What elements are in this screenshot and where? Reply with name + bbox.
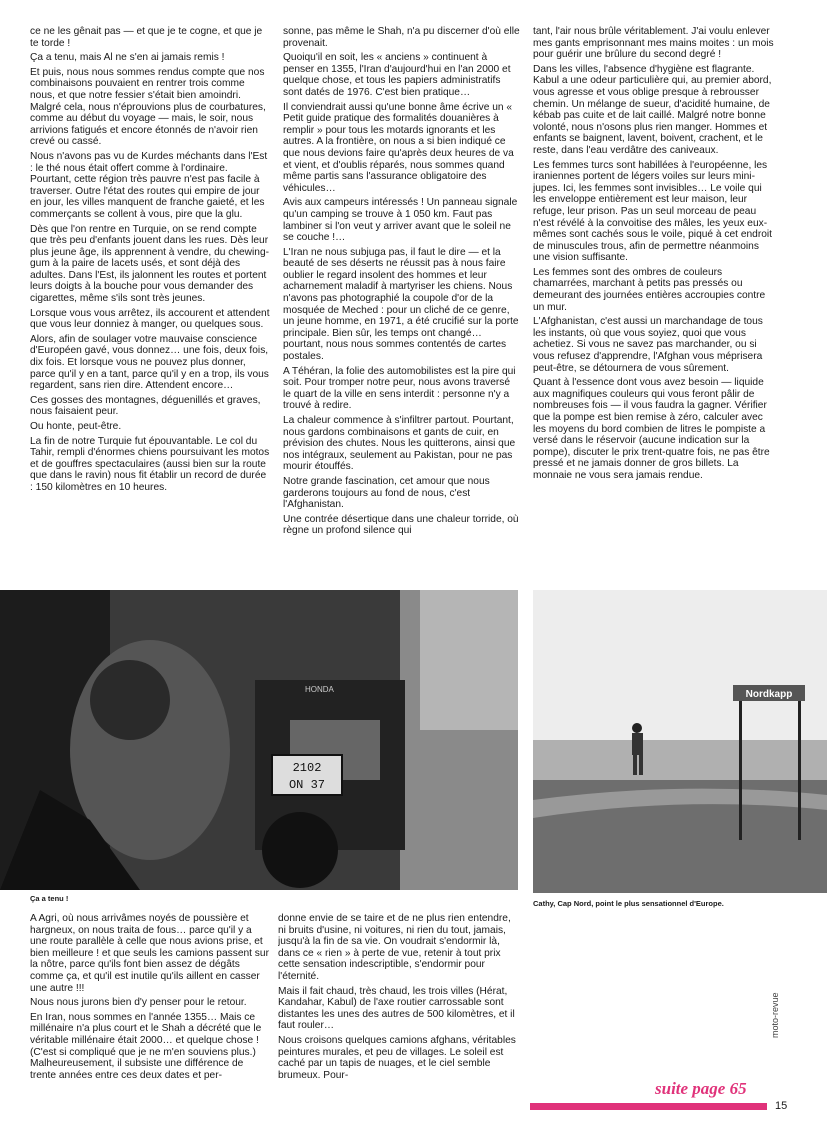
motorcycle-photo — [0, 590, 518, 890]
paragraph: tant, l'air nous brûle véritablement. J'ai voulu enlever mes gants emprisonnant mes mains moites : un mois pour guérir une brûlure du second degré ! — [533, 26, 774, 61]
paragraph: La fin de notre Turquie fut épouvantable. Le col du Tahir, rempli d'énormes chiens poursuivant les motos et de gouffres spectaculaires (aussi bien sur la route que dans le ravin) nous fit établir un record de durée : 150 kilomètres en 10 heures. — [30, 435, 270, 493]
paragraph: La chaleur commence à s'infiltrer partout. Pourtant, nous gardons combinaisons et gants de cuir, en prévision des chutes. Nous les quitterons, ainsi que nos intégraux, seulement au Pakistan, pour ne pas mourir étouffés. — [283, 415, 516, 473]
motorcycle-brand: HONDA — [305, 685, 334, 694]
article-column-1 — [30, 26, 270, 586]
paragraph: sonne, pas même le Shah, n'a pu discerner d'où elle provenait. — [283, 26, 520, 49]
license-plate-line1: 2102 — [292, 761, 322, 775]
north-cape-photo-image — [533, 590, 827, 893]
paragraph: Quant à l'essence dont vous avez besoin — liquide aux magnifiques couleurs qui vous feront pâlir de nombreuses fois — il vous faudra la gagner. Vérifier que la pompe est bien remise à zéro, calculer avec les moyens du bord combien de litres le pompiste a versé dans le réservoir (aucune indication sur la pompe), discuter le prix trent-quatre fois, ne pas être pressé et ne jamais donner de gros billets. La monnaie ne vous sera jamais rendue. — [533, 377, 770, 481]
paragraph: A Agri, où nous arrivâmes noyés de poussière et hargneux, on nous traita de fous… parce qu'il y a une route parallèle à celle que nous avions prise, et bien meilleure ! et que seuls les camions passent sur la nôtre, parce qu'ils font bien assez de dégâts comme ça, et qu'il est inutile qu'ils aillent en casser une autre !!! — [30, 913, 269, 994]
paragraph: Il conviendrait aussi qu'une bonne âme écrive un « Petit guide pratique des formalités douanières à remplir » pour tous les motards ignorants et les autres. A la frontière, on nous a si bien indiqué ce que nous devions faire qu'après deux heures de va et vient, et d'oublis réparés, nous sommes quand même partis sans l'assurance obligatoire des véhicules… — [283, 101, 514, 194]
nordkapp-sign: Nordkapp — [745, 689, 793, 700]
paragraph: Ça a tenu, mais Al ne s'en ai jamais remis ! — [30, 52, 225, 64]
magazine-name: moto-revue — [770, 992, 780, 1038]
paragraph: Les femmes sont des ombres de couleurs chamarrées, marchant à petits pas pressés ou demeurant des journées entières accroupies contre un mur. — [533, 266, 766, 313]
article-column-bottom-2 — [278, 913, 518, 1113]
continued-on-page-link[interactable]: suite page 65 — [655, 1079, 747, 1098]
photo-caption-motorcycle: Ça a tenu ! — [30, 894, 69, 903]
paragraph: Quoiqu'il en soit, les « anciens » continuent à penser en 1355, l'Iran d'aujourd'hui en l'an 2000 et quelque chose, et tous les papiers administratifs sont datés de 1976. C'est bien pratique… — [283, 52, 511, 98]
paragraph: ce ne les gênait pas — et que je te cogne, et que je te torde ! — [30, 26, 263, 49]
paragraph: Dès que l'on rentre en Turquie, on se rend compte que très peu d'enfants jouent dans les rues. Dès leur plus jeune âge, ils apprennent à vendre, du chewing-gum à la paire de lacets usés, et sont déjà des adultes. Dans l'Est, ils jalonnent les routes et portent leurs doigts à la bouche pour vous demander des cigarettes, même s'ils sont très jeunes. — [30, 223, 270, 305]
paragraph: En Iran, nous sommes en l'année 1355… Mais ce millénaire n'a plus court et le Shah a décrété que le véritable millénaire était 2000… et quelque chose ! (C'est si compliqué que je ne m'en souviens plus.) Malheureusement, il subsiste une différence de trente années entre ces deux dates et per- — [30, 1011, 262, 1081]
paragraph: A Téhéran, la folie des automobilistes est la pire qui soit. Pour tromper notre peur, nous avons traversé le quart de la ville en sens interdit : personne n'y a trouvé à redire. — [283, 365, 516, 412]
paragraph: Une contrée désertique dans une chaleur torride, où règne un profond silence qui — [283, 513, 519, 537]
article-column-3 — [533, 26, 777, 586]
paragraph: Les femmes turcs sont habillées à l'européenne, les iraniennes portent de légers voiles sur leurs mini-jupes. Ici, les femmes sont invisibles… Le voile qui les enveloppe entièrement est leur maison, leur refuge, leur prison. Pas un seul morceau de peau n'est révélé à la convoitise des mâles, les yeux eux-mêmes sont cachés sous le voile, piqué à cet endroit de minuscules trous, afin de permettre néanmoins une vision suffisante. — [533, 159, 772, 264]
paragraph: L'Iran ne nous subjuga pas, il faut le dire — et la beauté de ses déserts ne réussit pas à nous faire oublier le regard insolent des hommes et leur acharnement maladif à martyriser les chiens. Nous n'avons pas photographié la coupole d'or de la mosquée de Meched : pour un cliché de ce genre, un jeune homme, en 1971, a été crucifié sur la porte principale. Bien sûr, les temps ont changé… pourtant, nous nous sommes contentés de cartes postales. — [283, 246, 519, 363]
paragraph: Ou honte, peut-être. — [30, 421, 122, 432]
paragraph: Nous nous jurons bien d'y penser pour le retour. — [30, 997, 247, 1009]
north-cape-photo — [533, 590, 827, 893]
paragraph: Alors, afin de soulager votre mauvaise conscience d'Européen gavé, vous donnez… une fois, deux fois, dix fois. Et lorsque vous ne pouvez plus donner, parce qu'il y en a tant, parce qu'il y en a trop, ils vous regardent, sans rien dire. Attendent encore… — [30, 333, 269, 392]
paragraph: Lorsque vous vous arrêtez, ils accourent et attendent que vous leur donniez à manger, ou quelques sous. — [30, 307, 270, 331]
paragraph: Nous croisons quelques camions afghans, véritables peintures murales, et peu de villages. Le soleil est caché par un tapis de nuages, et le ciel semble brumeux. Pour- — [278, 1034, 516, 1081]
paragraph: Ces gosses des montagnes, déguenillés et graves, nous faisaient peur. — [30, 394, 261, 418]
article-column-bottom-1 — [30, 913, 270, 1113]
article-column-2 — [283, 26, 520, 586]
paragraph: Notre grande fascination, cet amour que nous garderons toujours au fond de nous, c'est l'Afghanistan. — [283, 475, 490, 511]
paragraph: Et puis, nous nous sommes rendus compte que nos combinaisons pouvaient en rentrer trois comme nous, et que notre fessier s'était bien amoindri. Malgré cela, nous n'éprouvions plus de courbatures, comme au début du voyage — mais, le soir, nous arrivions fatigués et encore étonnés de n'avoir rien crevé ou cassé. — [30, 66, 266, 148]
page-number: 15 — [775, 1100, 788, 1112]
paragraph: L'Afghanistan, c'est aussi un marchandage de tous les instants, où que vous soyiez, quoi que vous achetiez. Si vous ne savez pas marchander, ou si vous refusez d'apprendre, l'Afghan vous méprisera peut-être, se détournera de vous sûrement. — [533, 316, 763, 374]
photo-caption-north-cape: Cathy, Cap Nord, point le plus sensationnel d'Europe. — [533, 899, 724, 908]
paragraph: Dans les villes, l'absence d'hygiène est flagrante. Kabul a une odeur particulière qui, au premier abord, vous agresse et vous oblige presque à rebrousser chemin. Un mélange de sueur, d'acidité humaine, de kébab pas cuite et de lait caillé. Malgré notre bonne volonté, nous n'osons plus rien manger. Hommes et enfants se baignent, lavent, boivent, crachent, et le reste, dans l'eau verdâtre des caniveaux. — [533, 63, 772, 156]
paragraph: Avis aux campeurs intéressés ! Un panneau signale qu'un camping se trouve à 1 050 km. Faut pas lambiner si l'on veut y arriver avant que le soleil ne se couche !… — [283, 197, 518, 244]
paragraph: Mais il fait chaud, très chaud, les trois villes (Hérat, Kandahar, Kabul) de l'axe routier carrossable sont distantes les unes des autres de 500 kilomètres, et il faut rouler… — [278, 985, 515, 1032]
paragraph: Nous n'avons pas vu de Kurdes méchants dans l'Est : le thé nous était offert comme à l'ordinaire. Pourtant, cette région très pauvre n'est pas facile à traverser. Outre l'état des routes qui empire de jour en jour, les villes manquent de franche gaieté, et les commerçants se collent à vous, pire que la glu. — [30, 150, 268, 220]
paragraph: donne envie de se taire et de ne plus rien entendre, ni bruits d'usine, ni voitures, ni rien du tout, jamais, jusqu'à la fin de sa vie. On voudrait s'endormir là, dans ce « rien » à perte de vue, retenir à tout prix cette sensation indescriptible, s'endormir pour l'éternité. — [278, 913, 511, 982]
motorcycle-photo-image — [0, 590, 518, 890]
accent-bar — [530, 1103, 767, 1110]
license-plate-line2: ON 37 — [288, 778, 326, 792]
